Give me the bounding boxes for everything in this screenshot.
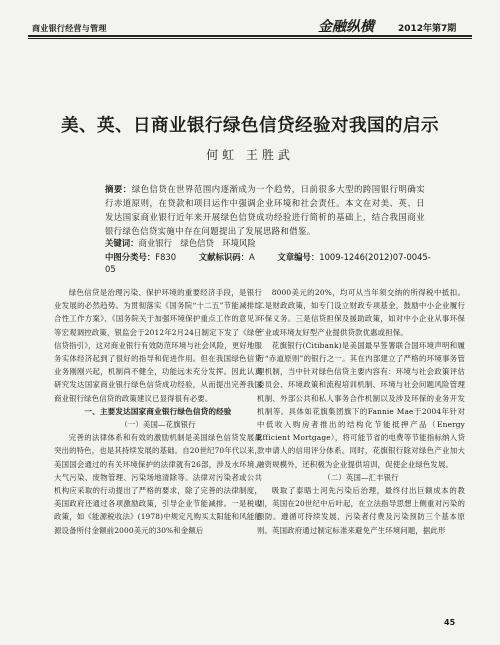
article-title: 美、英、日商业银行绿色信贷经验对我国的启示 <box>61 116 439 136</box>
subsection-heading: （一）美国—花旗银行 <box>120 420 196 430</box>
doc-code-value: A <box>248 252 255 262</box>
abstract-text: 绿色信贷在世界范围内逐渐成为一个趋势，日前很多大型的跨国银行明确实行赤道原则，在贷款和项目运作中强调企业环境和社会责任。本文在对美、英、日发达国家商业银行近年来开展绿色信贷成功经验进行简析的基础上，结合我国商业银行绿色信贷实施中存在问题提出了发展思路和借鉴。 <box>105 184 426 236</box>
header-rule <box>28 35 472 37</box>
header-rule-thin <box>28 38 472 39</box>
abstract-label: 摘要： <box>105 184 132 194</box>
paragraph: 绿色信贷是治理污染、保护环境的重要经济手段，是银行业发展的必然趋势。为贯彻落实《国务院“十二五”节能减排综合性工作方案》、《国务院关于加强环境保护重点工作的意见》等宏观调控政策，银监会于2012年2月24日制定下发了《绿色信贷指引》，这对商业银行有效防范环境与社会风险，更好地服务实体经济起到了很好的指导和促进作用。但在我国绿色信贷业务刚刚兴起，机制尚不健全，功能远未充分发挥。因此认真研究发达国家商业银行绿色信贷成功经验，从而提出完善我国商业银行绿色信贷的政策建议已显得很有必要。 <box>54 288 262 403</box>
paragraph: 8000美元的20%，均可从当年须交纳的所得税中抵扣。二是财政政策，如专门设立财政专项基金，鼓励中小企业履行环保义务。三是信贷担保及援助政策，如对中小企业从事环保产业或环境友好型产业提供贷款优惠或担保。 <box>257 288 465 337</box>
paragraph: 完善的法律体系和有效的激励机制是美国绿色信贷发展最突出的特色，也是其持续发展的基础。自20世纪70年代以来，美国国会通过的有关环境保护的法律就有26部，涉及水环境、大气污染、废物管理、污染场地清除等。法律对污染者或公共机构应采取的行动提出了严格的要求，除了完善的法律制度，美国政府还通过各项激励政策，引导企业节能减排。一是税收政策，如《能源税收法》(1978)中规定凡购买太阳能和风能能源设备所付金额前2000美元的30%和金额后 <box>54 433 262 535</box>
journal-brand-logo: 金融纵横 <box>318 19 374 35</box>
keywords-label: 关键词： <box>105 238 139 248</box>
journal-issue: 2012年第7期 <box>398 24 457 34</box>
subsection-heading: （二）英国—汇丰银行 <box>323 472 399 482</box>
keywords <box>105 237 435 249</box>
clc-value: F830 <box>155 252 177 262</box>
running-header-section: 商业银行经营与管理 <box>32 24 107 33</box>
article-authors: 何虹 王胜武 <box>206 148 294 162</box>
keywords-text: 商业银行 绿色信贷 环境风险 <box>138 238 256 248</box>
abstract <box>105 182 425 238</box>
doc-code-label: 文献标识码： <box>198 252 249 262</box>
classification-line <box>105 251 435 275</box>
body-column-left <box>54 286 262 537</box>
paragraph: 吸取了泰晤士河先污染后治理，最终付出巨额成本的教训，英国在20世纪中后叶起，在立法指导思想上侧重对污染的预防。遵循可持续发展、污染者付费及污染预防三个基本原则。英国政府通过制定标准来避免产生环境问题，据此形 <box>257 486 465 535</box>
paragraph: 花旗银行(Citibank)是美国最早签署联合国环境声明和履行“赤道原则”的银行之一。其在内部建立了严格的环境事务管理机制，当中针对绿色信贷主要内容有：环境与社会政策评估委员会、环境政策和流程培训机制、环境与社会问题风险管理机制、外部公共和私人事务合作机制以及涉及环保的业务开发机制等。具体如花旗集团旗下的Fannie Mae于2004年针对中低收入购房者推出的结构化节能抵押产品（Energy Efficient Mortgage），将可能节省的电费等节能指标纳入贷款申请人的信用评分体系。同时，花旗银行除对绿色产业加大融资规模外，还积极为企业提供培训，促使企业绿色发展。 <box>257 340 465 469</box>
page-number: 45 <box>444 618 456 627</box>
body-column-right <box>257 286 465 537</box>
section-heading: 一、主要发达国家商业银行绿色信贷的经验 <box>84 406 232 416</box>
clc-label: 中图分类号： <box>105 252 156 262</box>
article-no-value: 1009-1246(2012)07-0045-05 <box>105 252 431 274</box>
article-no-label: 文章编号： <box>277 252 320 262</box>
